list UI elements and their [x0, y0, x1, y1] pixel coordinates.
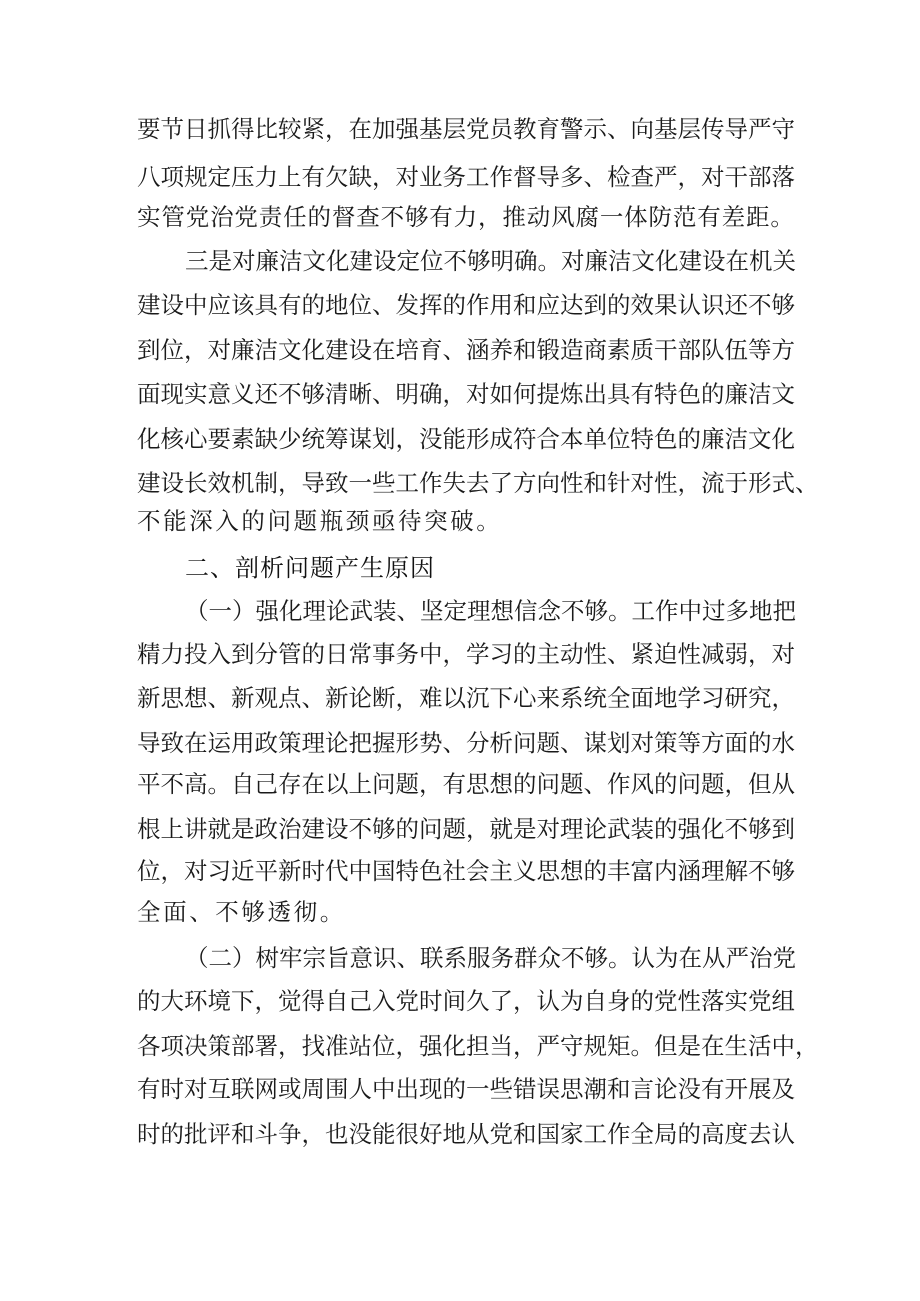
body-text-line: 到位，对廉洁文化建设在培育、涵养和锻造商素质干部队伍等方 [137, 336, 795, 364]
body-text-line: 有时对互联网或周围人中出现的一些错误思潮和言论没有开展及 [137, 1075, 795, 1103]
body-text-line: 建设长效机制，导致一些工作失去了方向性和针对性，流于形式、 [137, 469, 819, 497]
body-text-line: 根上讲就是政治建设不够的问题，就是对理论武装的强化不够到 [137, 815, 795, 843]
body-text-line: 要节日抓得比较紧，在加强基层党员教育警示、向基层传导严守 [137, 115, 795, 143]
body-text-line: 各项决策部署，找准站位，强化担当，严守规矩。但是在生活中， [137, 1032, 819, 1060]
body-text-line: 的大环境下，觉得自己入党时间久了，认为自身的党性落实党组 [137, 987, 795, 1015]
body-text-line: 不能深入的问题瓶颈亟待突破。 [137, 507, 503, 535]
body-text-line: 实管党治党责任的督查不够有力，推动风腐一体防范有差距。 [137, 203, 795, 231]
body-text-line: 时的批评和斗争，也没能很好地从党和国家工作全局的高度去认 [137, 1120, 795, 1148]
body-text-line: 化核心要素缺少统筹谋划，没能形成符合本单位特色的廉洁文化 [137, 425, 795, 453]
body-text-line: 建设中应该具有的地位、发挥的作用和应达到的效果认识还不够 [137, 291, 795, 319]
body-text-line: 精力投入到分管的日常事务中，学习的主动性、紧迫性减弱，对 [137, 640, 795, 668]
body-text-line: 全面、不够透彻。 [137, 898, 346, 926]
body-text-line: 平不高。自己存在以上问题，有思想的问题、作风的问题，但从 [137, 770, 795, 798]
body-text-line: 导致在运用政策理论把握形势、分析问题、谋划对策等方面的水 [137, 729, 795, 757]
paragraph-first-line: （二）树牢宗旨意识、联系服务群众不够。认为在从严治党 [185, 944, 796, 972]
section-heading: 二、剖析问题产生原因 [185, 554, 435, 582]
body-text-line: 八项规定压力上有欠缺，对业务工作督导多、检查严，对干部落 [137, 163, 795, 191]
body-text-line: 位，对习近平新时代中国特色社会主义思想的丰富内涵理解不够 [137, 857, 795, 885]
body-text-line: 面现实意义还不够清晰、明确，对如何提炼出具有特色的廉洁文 [137, 380, 795, 408]
body-text-line: 新思想、新观点、新论断，难以沉下心来系统全面地学习研究， [137, 684, 795, 712]
paragraph-first-line: 三是对廉洁文化建设定位不够明确。对廉洁文化建设在机关 [185, 247, 796, 275]
paragraph-first-line: （一）强化理论武装、坚定理想信念不够。工作中过多地把 [185, 597, 796, 625]
